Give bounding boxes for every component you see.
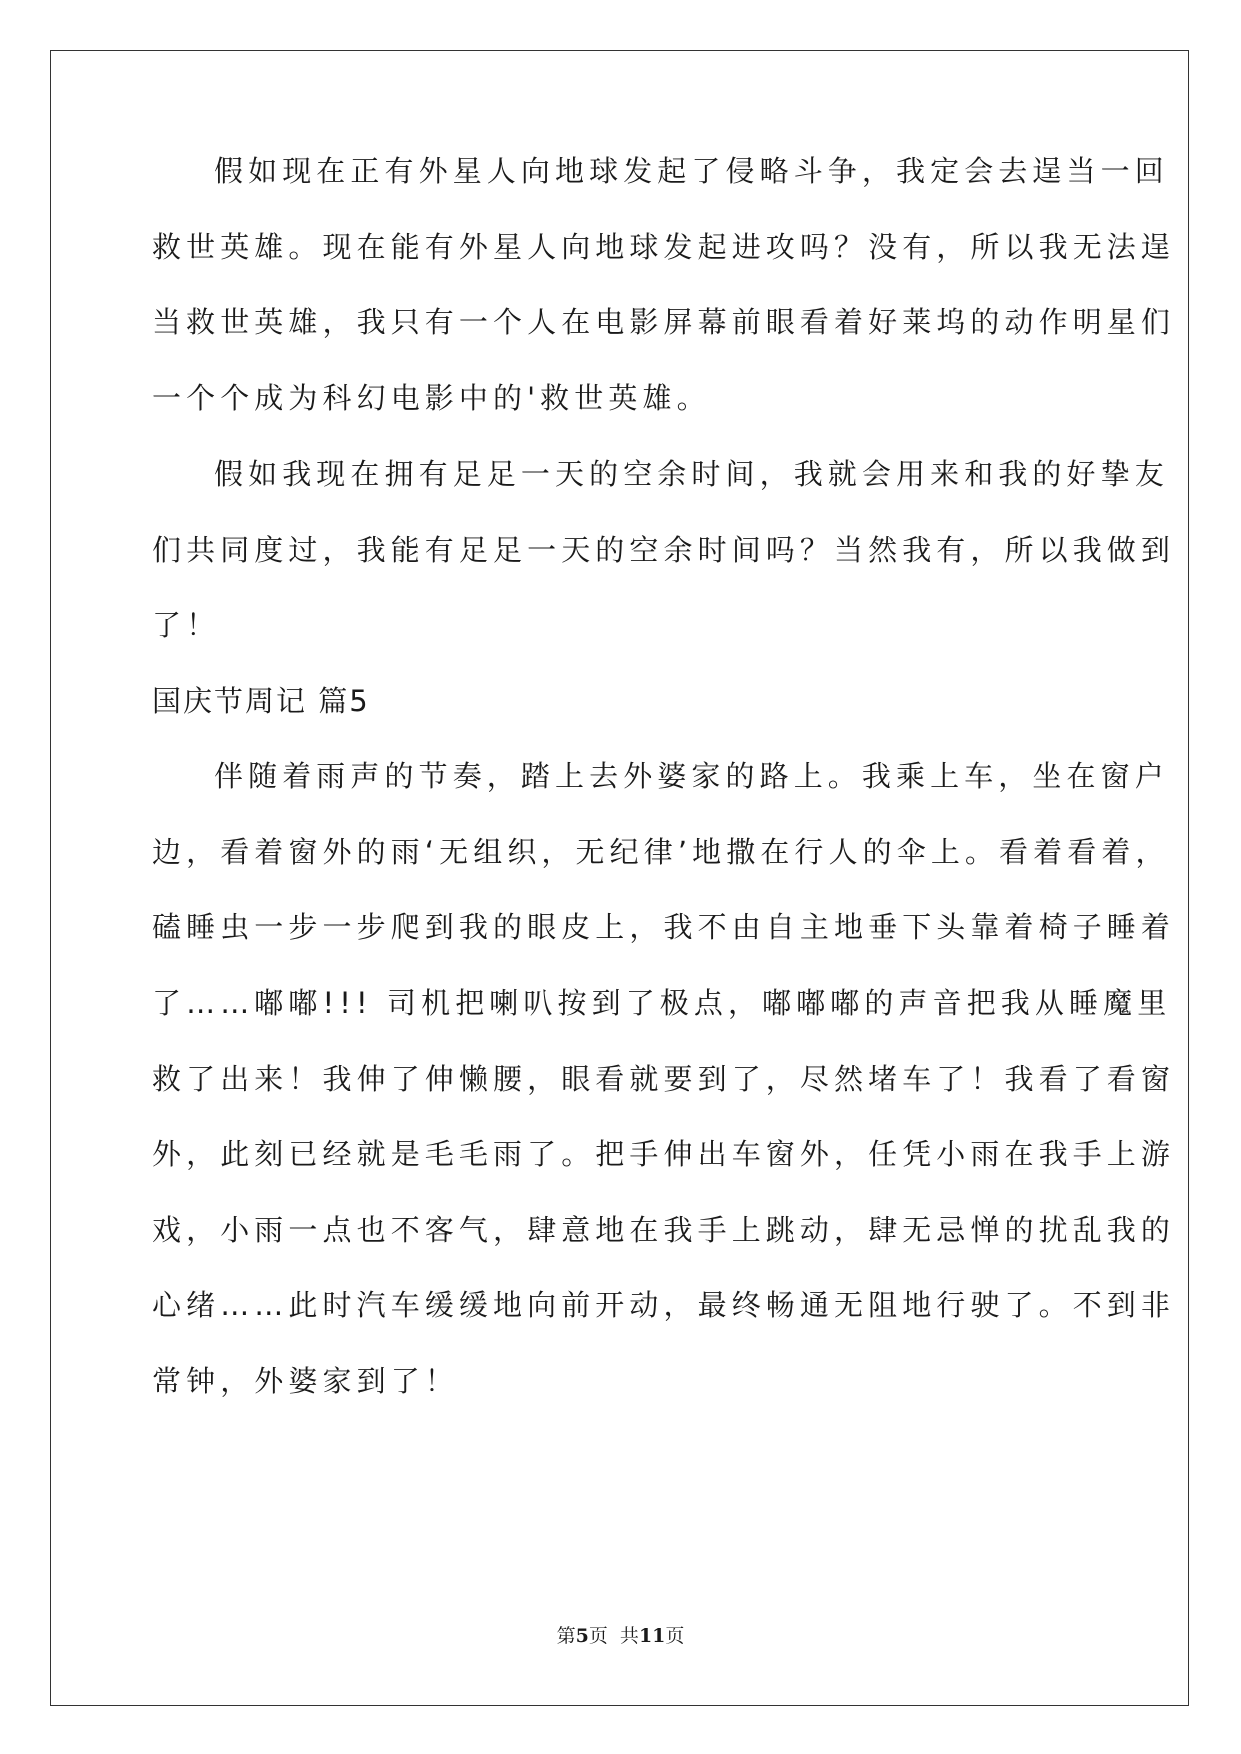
- text-line: 常钟，外婆家到了！: [152, 1364, 459, 1398]
- section-heading: 国庆节周记 篇5: [152, 684, 370, 718]
- footer-suffix: 页: [665, 1625, 685, 1647]
- footer-prefix: 第: [556, 1625, 576, 1647]
- text-line: 当救世英雄，我只有一个人在电影屏幕前眼看着好莱坞的动作明星们: [152, 305, 1176, 339]
- text-line: 伴随着雨声的节奏，踏上去外婆家的路上。我乘上车，坐在窗户: [214, 759, 1169, 793]
- footer-mid: 页 共: [588, 1625, 639, 1647]
- text-line: 边，看着窗外的雨‘无组织，无纪律’地撒在行人的伞上。看着看着，: [152, 835, 1170, 869]
- text-line: 救了出来！我伸了伸懒腰，眼看就要到了，尽然堵车了！我看了看窗: [152, 1062, 1176, 1096]
- page-footer: [0, 1624, 1241, 1648]
- text-line: 戏，小雨一点也不客气，肆意地在我手上跳动，肆无忌惮的扰乱我的: [152, 1213, 1176, 1247]
- text-line: 了……嘟嘟!!! 司机把喇叭按到了极点，嘟嘟嘟的声音把我从睡魔里: [152, 986, 1172, 1020]
- current-page-number: 5: [575, 1625, 589, 1647]
- text-line: 磕睡虫一步一步爬到我的眼皮上，我不由自主地垂下头靠着椅子睡着: [152, 910, 1176, 944]
- text-line: 了！: [152, 608, 221, 642]
- text-line: 外，此刻已经就是毛毛雨了。把手伸出车窗外，任凭小雨在我手上游: [152, 1137, 1176, 1171]
- text-line: 假如现在正有外星人向地球发起了侵略斗争，我定会去逞当一回: [214, 154, 1169, 188]
- text-line: 心绪……此时汽车缓缓地向前开动，最终畅通无阻地行驶了。不到非: [152, 1288, 1176, 1322]
- page-frame: [50, 50, 1189, 1706]
- text-line: 一个个成为科幻电影中的'救世英雄。: [152, 381, 711, 415]
- total-page-count: 11: [638, 1625, 666, 1647]
- text-line: 救世英雄。现在能有外星人向地球发起进攻吗？没有，所以我无法逞: [152, 230, 1176, 264]
- text-line: 们共同度过，我能有足足一天的空余时间吗？当然我有，所以我做到: [152, 533, 1176, 567]
- text-line: 假如我现在拥有足足一天的空余时间，我就会用来和我的好挚友: [214, 457, 1169, 491]
